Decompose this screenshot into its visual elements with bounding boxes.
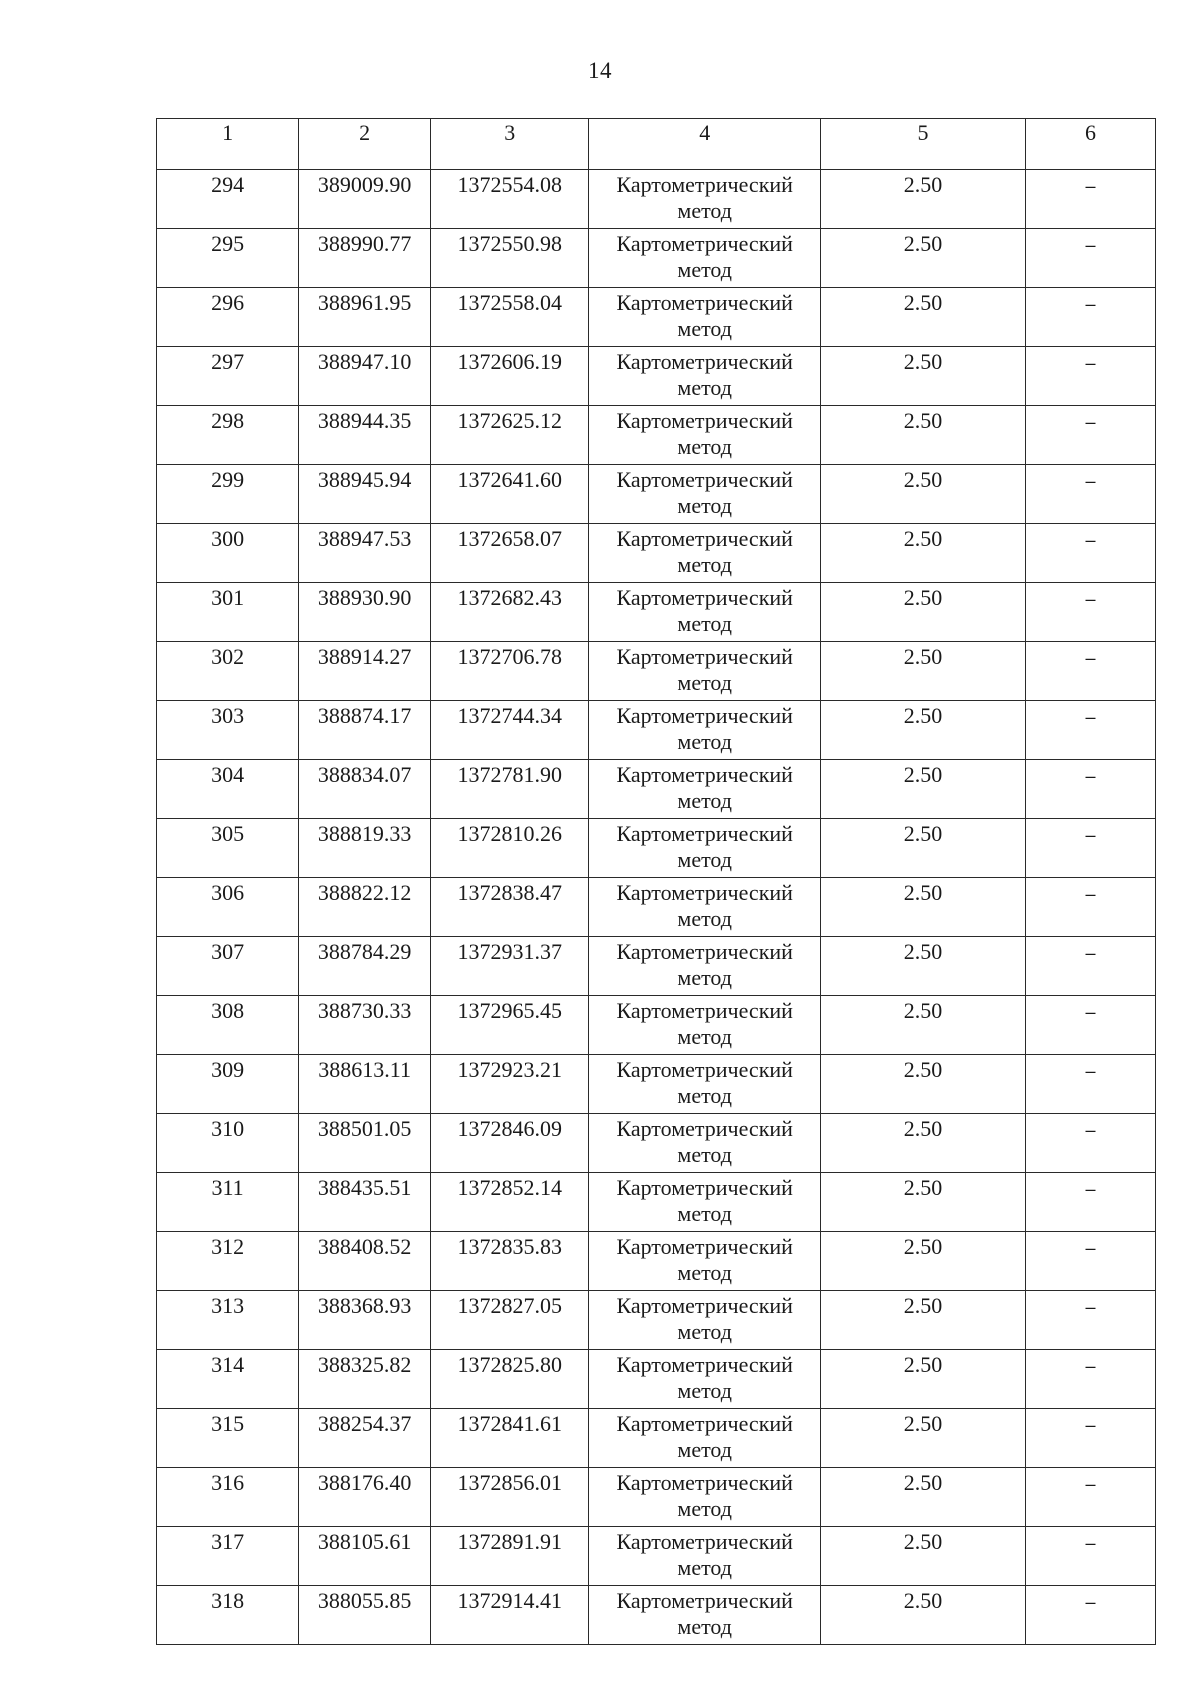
method-line-2: метод xyxy=(677,1260,732,1285)
table-row xyxy=(157,1055,1156,1114)
table-row xyxy=(157,1350,1156,1409)
y-coordinate-cell: 1372923.21 xyxy=(431,1055,589,1114)
y-coordinate-cell: 1372810.26 xyxy=(431,819,589,878)
note-cell xyxy=(1026,819,1156,878)
column-header-2: 2 xyxy=(299,119,431,170)
note-value: – xyxy=(1085,1002,1096,1022)
column-header-1: 1 xyxy=(157,119,299,170)
method-cell xyxy=(589,819,820,878)
note-value: – xyxy=(1085,1061,1096,1081)
accuracy-cell: 2.50 xyxy=(820,819,1025,878)
point-number-cell: 310 xyxy=(157,1114,299,1173)
table-row xyxy=(157,1114,1156,1173)
table-row xyxy=(157,996,1156,1055)
y-coordinate-cell: 1372558.04 xyxy=(431,288,589,347)
x-coordinate-cell: 388914.27 xyxy=(299,642,431,701)
y-coordinate-cell: 1372852.14 xyxy=(431,1173,589,1232)
method-line-2: метод xyxy=(677,434,732,459)
point-number-cell: 294 xyxy=(157,170,299,229)
method-line-1: Картометрический xyxy=(616,1116,793,1141)
table-row xyxy=(157,1232,1156,1291)
method-line-1: Картометрический xyxy=(616,1588,793,1613)
table-row xyxy=(157,406,1156,465)
table-row xyxy=(157,1173,1156,1232)
note-value: – xyxy=(1085,707,1096,727)
method-line-2: метод xyxy=(677,1614,732,1639)
x-coordinate-cell: 389009.90 xyxy=(299,170,431,229)
x-coordinate-cell: 388947.10 xyxy=(299,347,431,406)
note-value: – xyxy=(1085,176,1096,196)
x-coordinate-cell: 388408.52 xyxy=(299,1232,431,1291)
note-cell xyxy=(1026,996,1156,1055)
method-line-2: метод xyxy=(677,847,732,872)
note-value: – xyxy=(1085,943,1096,963)
method-cell xyxy=(589,642,820,701)
column-header-3: 3 xyxy=(431,119,589,170)
method-cell xyxy=(589,1055,820,1114)
column-header-6: 6 xyxy=(1026,119,1156,170)
y-coordinate-cell: 1372846.09 xyxy=(431,1114,589,1173)
accuracy-cell: 2.50 xyxy=(820,1527,1025,1586)
accuracy-cell: 2.50 xyxy=(820,1232,1025,1291)
method-cell xyxy=(589,583,820,642)
method-line-1: Картометрический xyxy=(616,172,793,197)
point-number-cell: 299 xyxy=(157,465,299,524)
note-value: – xyxy=(1085,530,1096,550)
accuracy-cell: 2.50 xyxy=(820,1173,1025,1232)
method-line-2: метод xyxy=(677,1024,732,1049)
x-coordinate-cell: 388730.33 xyxy=(299,996,431,1055)
page-number: 14 xyxy=(588,58,612,83)
note-cell xyxy=(1026,1586,1156,1645)
point-number-cell: 295 xyxy=(157,229,299,288)
method-cell xyxy=(589,524,820,583)
point-number-cell: 304 xyxy=(157,760,299,819)
point-number-cell: 303 xyxy=(157,701,299,760)
accuracy-cell: 2.50 xyxy=(820,937,1025,996)
note-cell xyxy=(1026,937,1156,996)
y-coordinate-cell: 1372827.05 xyxy=(431,1291,589,1350)
method-line-2: метод xyxy=(677,965,732,990)
note-value: – xyxy=(1085,353,1096,373)
method-cell xyxy=(589,937,820,996)
method-line-1: Картометрический xyxy=(616,880,793,905)
method-cell xyxy=(589,1468,820,1527)
point-number-cell: 315 xyxy=(157,1409,299,1468)
method-cell xyxy=(589,1232,820,1291)
method-line-2: метод xyxy=(677,1083,732,1108)
point-number-cell: 296 xyxy=(157,288,299,347)
accuracy-cell: 2.50 xyxy=(820,406,1025,465)
note-cell xyxy=(1026,170,1156,229)
table-row xyxy=(157,1527,1156,1586)
point-number-cell: 311 xyxy=(157,1173,299,1232)
note-value: – xyxy=(1085,1238,1096,1258)
accuracy-cell: 2.50 xyxy=(820,1409,1025,1468)
note-cell xyxy=(1026,1527,1156,1586)
method-line-2: метод xyxy=(677,198,732,223)
y-coordinate-cell: 1372781.90 xyxy=(431,760,589,819)
note-cell xyxy=(1026,701,1156,760)
method-line-2: метод xyxy=(677,788,732,813)
note-value: – xyxy=(1085,766,1096,786)
table-row xyxy=(157,347,1156,406)
note-value: – xyxy=(1085,1474,1096,1494)
accuracy-cell: 2.50 xyxy=(820,701,1025,760)
method-cell xyxy=(589,996,820,1055)
method-line-1: Картометрический xyxy=(616,1352,793,1377)
method-line-2: метод xyxy=(677,1437,732,1462)
method-line-2: метод xyxy=(677,1496,732,1521)
accuracy-cell: 2.50 xyxy=(820,1586,1025,1645)
y-coordinate-cell: 1372641.60 xyxy=(431,465,589,524)
method-line-1: Картометрический xyxy=(616,467,793,492)
x-coordinate-cell: 388435.51 xyxy=(299,1173,431,1232)
x-coordinate-cell: 388055.85 xyxy=(299,1586,431,1645)
table-row xyxy=(157,760,1156,819)
method-line-2: метод xyxy=(677,493,732,518)
point-number-cell: 300 xyxy=(157,524,299,583)
x-coordinate-cell: 388368.93 xyxy=(299,1291,431,1350)
method-line-2: метод xyxy=(677,316,732,341)
note-cell xyxy=(1026,524,1156,583)
table-row xyxy=(157,819,1156,878)
table-row xyxy=(157,170,1156,229)
method-cell xyxy=(589,406,820,465)
y-coordinate-cell: 1372658.07 xyxy=(431,524,589,583)
note-cell xyxy=(1026,1409,1156,1468)
point-number-cell: 318 xyxy=(157,1586,299,1645)
x-coordinate-cell: 388822.12 xyxy=(299,878,431,937)
method-line-1: Картометрический xyxy=(616,703,793,728)
table-row xyxy=(157,524,1156,583)
y-coordinate-cell: 1372835.83 xyxy=(431,1232,589,1291)
point-number-cell: 306 xyxy=(157,878,299,937)
accuracy-cell: 2.50 xyxy=(820,1350,1025,1409)
table-row xyxy=(157,701,1156,760)
method-line-2: метод xyxy=(677,1319,732,1344)
x-coordinate-cell: 388834.07 xyxy=(299,760,431,819)
note-cell xyxy=(1026,642,1156,701)
point-number-cell: 312 xyxy=(157,1232,299,1291)
method-line-1: Картометрический xyxy=(616,1234,793,1259)
point-number-cell: 316 xyxy=(157,1468,299,1527)
method-cell xyxy=(589,170,820,229)
note-value: – xyxy=(1085,1356,1096,1376)
method-line-1: Картометрический xyxy=(616,349,793,374)
note-cell xyxy=(1026,1173,1156,1232)
note-cell xyxy=(1026,406,1156,465)
method-line-2: метод xyxy=(677,1201,732,1226)
point-number-cell: 308 xyxy=(157,996,299,1055)
accuracy-cell: 2.50 xyxy=(820,465,1025,524)
note-value: – xyxy=(1085,1297,1096,1317)
note-cell xyxy=(1026,878,1156,937)
method-line-1: Картометрический xyxy=(616,231,793,256)
method-line-1: Картометрический xyxy=(616,526,793,551)
point-number-cell: 314 xyxy=(157,1350,299,1409)
accuracy-cell: 2.50 xyxy=(820,288,1025,347)
method-cell xyxy=(589,701,820,760)
method-line-2: метод xyxy=(677,906,732,931)
y-coordinate-cell: 1372914.41 xyxy=(431,1586,589,1645)
table-row xyxy=(157,583,1156,642)
y-coordinate-cell: 1372825.80 xyxy=(431,1350,589,1409)
x-coordinate-cell: 388944.35 xyxy=(299,406,431,465)
method-line-2: метод xyxy=(677,1555,732,1580)
method-cell xyxy=(589,288,820,347)
table-row xyxy=(157,288,1156,347)
note-value: – xyxy=(1085,235,1096,255)
accuracy-cell: 2.50 xyxy=(820,583,1025,642)
y-coordinate-cell: 1372682.43 xyxy=(431,583,589,642)
table-row xyxy=(157,878,1156,937)
note-value: – xyxy=(1085,1533,1096,1553)
method-line-2: метод xyxy=(677,375,732,400)
note-cell xyxy=(1026,229,1156,288)
method-line-1: Картометрический xyxy=(616,644,793,669)
y-coordinate-cell: 1372891.91 xyxy=(431,1527,589,1586)
y-coordinate-cell: 1372838.47 xyxy=(431,878,589,937)
method-line-1: Картометрический xyxy=(616,290,793,315)
method-line-2: метод xyxy=(677,611,732,636)
y-coordinate-cell: 1372625.12 xyxy=(431,406,589,465)
point-number-cell: 317 xyxy=(157,1527,299,1586)
y-coordinate-cell: 1372841.61 xyxy=(431,1409,589,1468)
table-row xyxy=(157,1468,1156,1527)
point-number-cell: 313 xyxy=(157,1291,299,1350)
accuracy-cell: 2.50 xyxy=(820,524,1025,583)
method-line-1: Картометрический xyxy=(616,585,793,610)
table-row xyxy=(157,937,1156,996)
method-line-1: Картометрический xyxy=(616,998,793,1023)
method-line-1: Картометрический xyxy=(616,1057,793,1082)
note-value: – xyxy=(1085,648,1096,668)
note-value: – xyxy=(1085,1179,1096,1199)
y-coordinate-cell: 1372550.98 xyxy=(431,229,589,288)
accuracy-cell: 2.50 xyxy=(820,1114,1025,1173)
x-coordinate-cell: 388930.90 xyxy=(299,583,431,642)
note-cell xyxy=(1026,1114,1156,1173)
note-cell xyxy=(1026,1291,1156,1350)
note-cell xyxy=(1026,583,1156,642)
note-value: – xyxy=(1085,412,1096,432)
method-line-2: метод xyxy=(677,729,732,754)
accuracy-cell: 2.50 xyxy=(820,1055,1025,1114)
table-row xyxy=(157,642,1156,701)
column-header-4: 4 xyxy=(589,119,820,170)
note-value: – xyxy=(1085,1415,1096,1435)
y-coordinate-cell: 1372706.78 xyxy=(431,642,589,701)
point-number-cell: 307 xyxy=(157,937,299,996)
method-cell xyxy=(589,1291,820,1350)
y-coordinate-cell: 1372965.45 xyxy=(431,996,589,1055)
x-coordinate-cell: 388254.37 xyxy=(299,1409,431,1468)
x-coordinate-cell: 388990.77 xyxy=(299,229,431,288)
method-line-1: Картометрический xyxy=(616,1293,793,1318)
method-line-1: Картометрический xyxy=(616,1470,793,1495)
method-cell xyxy=(589,1586,820,1645)
point-number-cell: 309 xyxy=(157,1055,299,1114)
method-cell xyxy=(589,1409,820,1468)
method-line-2: метод xyxy=(677,670,732,695)
note-value: – xyxy=(1085,1592,1096,1612)
x-coordinate-cell: 388945.94 xyxy=(299,465,431,524)
method-cell xyxy=(589,229,820,288)
table-row xyxy=(157,229,1156,288)
x-coordinate-cell: 388961.95 xyxy=(299,288,431,347)
accuracy-cell: 2.50 xyxy=(820,170,1025,229)
method-line-1: Картометрический xyxy=(616,1175,793,1200)
method-line-1: Картометрический xyxy=(616,1411,793,1436)
accuracy-cell: 2.50 xyxy=(820,1468,1025,1527)
table-row xyxy=(157,1586,1156,1645)
note-value: – xyxy=(1085,294,1096,314)
note-cell xyxy=(1026,1468,1156,1527)
accuracy-cell: 2.50 xyxy=(820,878,1025,937)
x-coordinate-cell: 388613.11 xyxy=(299,1055,431,1114)
method-cell xyxy=(589,1173,820,1232)
note-cell xyxy=(1026,1350,1156,1409)
method-line-1: Картометрический xyxy=(616,408,793,433)
x-coordinate-cell: 388874.17 xyxy=(299,701,431,760)
method-line-1: Картометрический xyxy=(616,939,793,964)
table-row xyxy=(157,465,1156,524)
column-header-5: 5 xyxy=(820,119,1025,170)
method-line-2: метод xyxy=(677,1142,732,1167)
method-line-1: Картометрический xyxy=(616,762,793,787)
y-coordinate-cell: 1372744.34 xyxy=(431,701,589,760)
note-cell xyxy=(1026,465,1156,524)
accuracy-cell: 2.50 xyxy=(820,760,1025,819)
point-number-cell: 298 xyxy=(157,406,299,465)
note-value: – xyxy=(1085,589,1096,609)
x-coordinate-cell: 388176.40 xyxy=(299,1468,431,1527)
x-coordinate-cell: 388325.82 xyxy=(299,1350,431,1409)
x-coordinate-cell: 388819.33 xyxy=(299,819,431,878)
method-line-2: метод xyxy=(677,1378,732,1403)
x-coordinate-cell: 388105.61 xyxy=(299,1527,431,1586)
point-number-cell: 297 xyxy=(157,347,299,406)
table-row xyxy=(157,1291,1156,1350)
note-cell xyxy=(1026,760,1156,819)
accuracy-cell: 2.50 xyxy=(820,347,1025,406)
note-cell xyxy=(1026,1232,1156,1291)
note-value: – xyxy=(1085,884,1096,904)
point-number-cell: 301 xyxy=(157,583,299,642)
method-cell xyxy=(589,760,820,819)
method-cell xyxy=(589,1527,820,1586)
note-cell xyxy=(1026,288,1156,347)
y-coordinate-cell: 1372931.37 xyxy=(431,937,589,996)
note-value: – xyxy=(1085,471,1096,491)
note-cell xyxy=(1026,1055,1156,1114)
method-line-1: Картометрический xyxy=(616,821,793,846)
y-coordinate-cell: 1372856.01 xyxy=(431,1468,589,1527)
table-row xyxy=(157,1409,1156,1468)
method-cell xyxy=(589,465,820,524)
method-cell xyxy=(589,1350,820,1409)
accuracy-cell: 2.50 xyxy=(820,642,1025,701)
accuracy-cell: 2.50 xyxy=(820,996,1025,1055)
point-number-cell: 305 xyxy=(157,819,299,878)
note-value: – xyxy=(1085,825,1096,845)
method-line-1: Картометрический xyxy=(616,1529,793,1554)
method-cell xyxy=(589,878,820,937)
y-coordinate-cell: 1372606.19 xyxy=(431,347,589,406)
x-coordinate-cell: 388501.05 xyxy=(299,1114,431,1173)
x-coordinate-cell: 388784.29 xyxy=(299,937,431,996)
accuracy-cell: 2.50 xyxy=(820,229,1025,288)
coordinates-table xyxy=(156,118,1156,1645)
note-cell xyxy=(1026,347,1156,406)
x-coordinate-cell: 388947.53 xyxy=(299,524,431,583)
method-line-2: метод xyxy=(677,552,732,577)
point-number-cell: 302 xyxy=(157,642,299,701)
note-value: – xyxy=(1085,1120,1096,1140)
table-header-row xyxy=(157,119,1156,170)
method-line-2: метод xyxy=(677,257,732,282)
accuracy-cell: 2.50 xyxy=(820,1291,1025,1350)
method-cell xyxy=(589,1114,820,1173)
y-coordinate-cell: 1372554.08 xyxy=(431,170,589,229)
method-cell xyxy=(589,347,820,406)
